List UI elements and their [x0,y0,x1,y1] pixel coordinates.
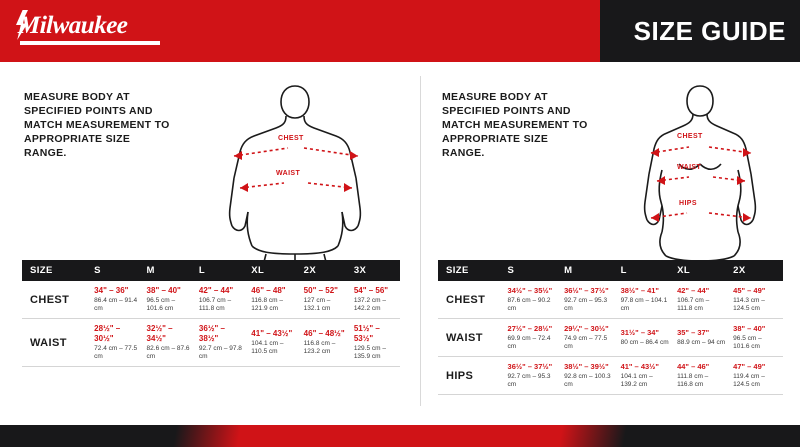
col-xl: XL [247,260,299,281]
cell-chest-xl [673,281,729,319]
waist-measure-arrow [234,174,358,196]
cell-chest-l [195,281,247,319]
col-size: SIZE [22,260,90,281]
value-cm: 80 cm – 86.4 cm [620,339,669,346]
table-row [438,319,783,357]
cell-waist-xl [247,319,299,367]
value-cm: 69.9 cm – 72.4 cm [507,335,551,350]
value-cm: 92.7 cm – 95.3 cm [564,297,608,312]
cell-chest-l [617,281,674,319]
cell-chest-s [90,281,142,319]
row-label-waist: WAIST [30,336,67,349]
value-in: 38" – 40" [733,324,766,333]
cell-chest-m [143,281,195,319]
value-in: 51½" – 53½" [353,324,380,343]
cell-waist-m [143,319,195,367]
table-row [438,281,783,319]
table-header-row [438,260,783,281]
col-l: L [617,260,674,281]
value-cm: 106.7 cm – 111.8 cm [677,297,710,312]
value-in: 34½" – 35½" [507,286,553,295]
page-title: SIZE GUIDE [633,16,786,46]
chest-label-left: CHEST [278,135,304,142]
value-in: 29¼" – 30½" [564,324,609,333]
page-footer [0,425,800,447]
value-cm: 127 cm – 132.1 cm [303,297,331,312]
cell-waist-s [504,319,561,357]
col-s: S [504,260,561,281]
col-xl: XL [673,260,729,281]
value-in: 41" – 43½" [251,329,293,338]
cell-hips-l [617,357,674,395]
value-cm: 92.8 cm – 100.3 cm [564,373,611,388]
row-label-waist: WAIST [446,331,483,344]
value-cm: 74.9 cm – 77.5 cm [564,335,608,350]
footer-accent-bar [0,425,800,447]
value-cm: 104.1 cm – 139.2 cm [620,373,653,388]
chest-measure-arrow [645,138,757,160]
row-label-hips: HIPS [446,369,474,382]
value-cm: 104.1 cm – 110.5 cm [251,340,284,355]
col-s: S [90,260,142,281]
table-row [22,319,400,367]
milwaukee-logo [18,8,163,50]
value-cm: 137.2 cm – 142.2 cm [353,297,386,312]
value-cm: 116.8 cm – 121.9 cm [251,297,283,312]
cell-chest-s [504,281,561,319]
waist-label-right: WAIST [677,164,702,171]
cell-waist-3x [350,319,400,367]
value-cm: 129.5 cm – 135.9 cm [353,345,386,360]
value-cm: 116.8 cm – 123.2 cm [303,340,336,355]
value-in: 45" – 49" [733,286,766,295]
col-3x: 3X [350,260,400,281]
value-cm: 92.7 cm – 95.3 cm [507,373,551,388]
value-in: 38½" – 39½" [564,362,609,371]
cell-hips-2x [729,357,783,395]
value-in: 41" – 43½" [620,362,659,371]
value-in: 50" – 52" [303,286,338,295]
value-in: 35" – 37" [677,328,710,337]
cell-chest-3x [350,281,400,319]
col-2x: 2X [300,260,350,281]
chest-label-right: CHEST [677,133,703,140]
cell-waist-m [560,319,617,357]
value-in: 38½" – 41" [620,286,659,295]
cell-waist-xl [673,319,729,357]
cell-waist-l [617,319,674,357]
cell-chest-2x [729,281,783,319]
value-cm: 119.4 cm – 124.5 cm [733,373,765,388]
cell-chest-2x [300,281,350,319]
row-label-chest: CHEST [30,293,70,306]
waist-measure-arrow [651,168,751,190]
value-in: 38" – 40" [146,286,181,295]
value-cm: 72.4 cm – 77.5 cm [94,345,138,360]
cell-waist-2x [300,319,350,367]
value-cm: 88.9 cm – 94 cm [677,339,726,346]
male-body-figure [210,80,380,270]
col-m: M [560,260,617,281]
value-cm: 97.8 cm – 104.1 cm [620,297,668,312]
value-in: 42" – 44" [198,286,234,295]
logo-underline [20,41,160,45]
value-cm: 87.6 cm – 90.2 cm [507,297,551,312]
value-in: 36½" – 37½" [507,362,553,371]
header-title-block [600,0,800,62]
col-l: L [195,260,247,281]
cell-waist-s [90,319,142,367]
table-row [22,281,400,319]
col-2x: 2X [729,260,783,281]
value-in: 27½" – 28½" [507,324,553,333]
row-label-chest: CHEST [446,293,486,306]
value-in: 46" – 48½" [303,329,345,338]
value-in: 46" – 48" [251,286,286,295]
value-in: 28½" – 30½" [94,324,121,343]
value-in: 44" – 46" [677,362,710,371]
left-instructions: MEASURE BODY AT SPECIFIED POINTS AND MATCH MEASUREMENT TO APPROPRIATE SIZE RANGE. [24,91,170,159]
value-in: 47" – 49" [733,362,766,371]
hips-measure-arrow [645,204,757,226]
col-m: M [143,260,195,281]
cell-waist-l [195,319,247,367]
value-in: 32½" – 34½" [146,324,173,343]
cell-hips-m [560,357,617,395]
right-panel [420,62,800,425]
left-panel [0,62,420,425]
table-row [438,357,783,395]
cell-chest-m [560,281,617,319]
value-in: 31½" – 34" [620,328,659,337]
cell-chest-xl [247,281,299,319]
col-size: SIZE [438,260,504,281]
value-cm: 96.5 cm – 101.6 cm [146,297,176,312]
value-in: 42" – 44" [677,286,710,295]
cell-hips-xl [673,357,729,395]
right-instructions: MEASURE BODY AT SPECIFIED POINTS AND MATCH MEASUREMENT TO APPROPRIATE SIZE RANGE. [442,91,588,159]
value-in: 36½" – 38½" [198,324,225,343]
value-cm: 114.3 cm – 124.5 cm [733,297,765,312]
value-in: 36½" – 37½" [564,286,609,295]
womens-size-table [438,260,783,395]
value-cm: 111.8 cm – 116.8 cm [677,373,709,388]
value-cm: 86.4 cm – 91.4 cm [94,297,138,312]
cell-waist-2x [729,319,783,357]
cell-hips-s [504,357,561,395]
hips-label-right: HIPS [679,200,697,207]
chest-measure-arrow [228,140,364,162]
value-cm: 96.5 cm – 101.6 cm [733,335,762,350]
page-header [0,0,800,62]
brand-wordmark: Milwaukee [17,12,128,39]
value-cm: 82.6 cm – 87.6 cm [146,345,190,360]
female-body-figure [615,80,785,270]
value-cm: 92.7 cm – 97.8 cm [198,345,242,360]
mens-size-table [22,260,400,367]
value-cm: 106.7 cm – 111.8 cm [198,297,232,312]
waist-label-left: WAIST [276,170,301,177]
value-in: 34" – 36" [94,286,129,295]
table-header-row [22,260,400,281]
value-in: 54" – 56" [353,286,389,295]
